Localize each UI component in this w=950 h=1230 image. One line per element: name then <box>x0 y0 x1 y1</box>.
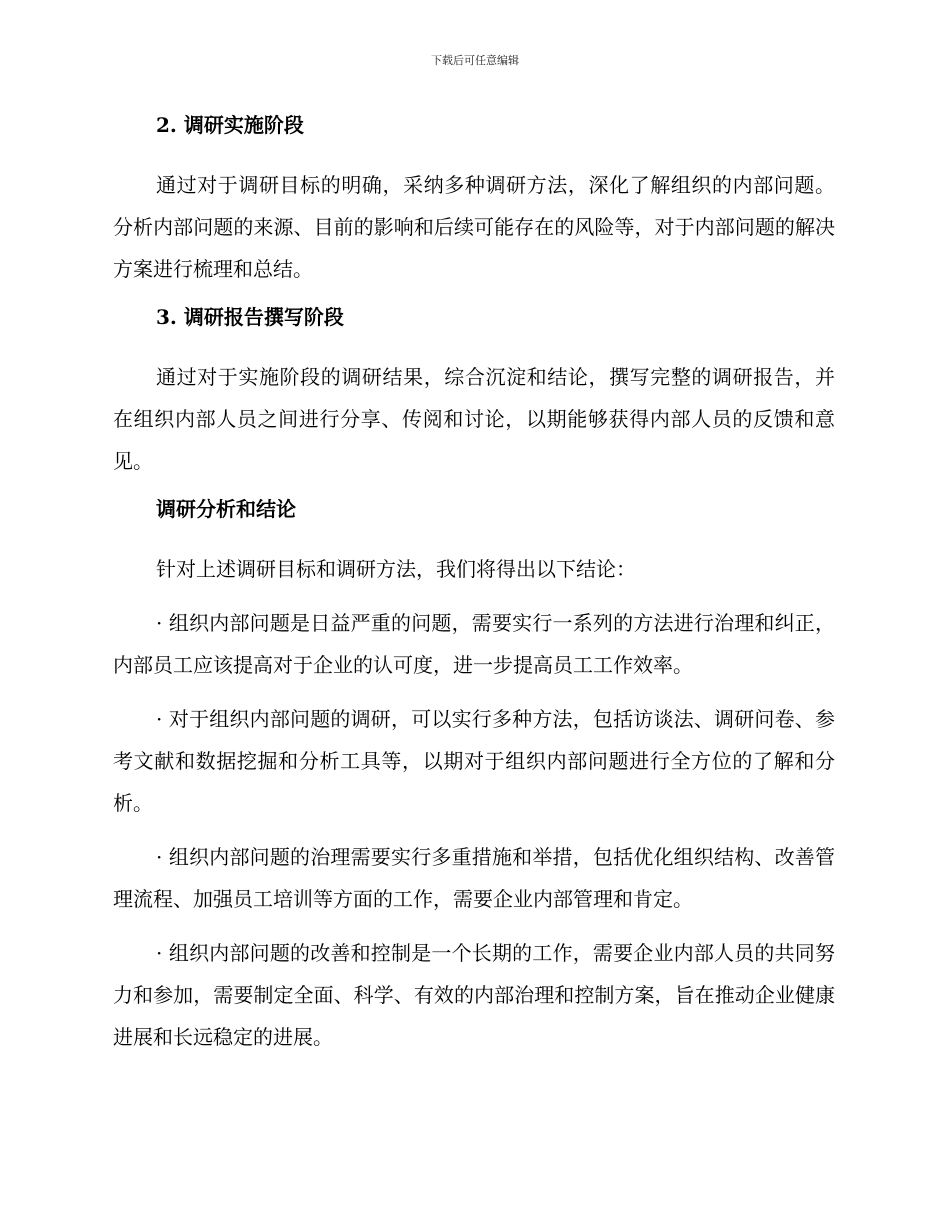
section-heading-analysis-conclusion: 调研分析和结论 <box>156 497 296 521</box>
conclusion-bullet-1: · 组织内部问题是日益严重的问题，需要实行一系列的方法进行治理和纠正，内部员工应该提高对于企业的认可度，进一步提高员工工作效率。 <box>113 611 835 677</box>
document-body <box>113 110 835 1058</box>
paragraph-report-writing: 通过对于实施阶段的调研结果，综合沉淀和结论，撰写完整的调研报告，并在组织内部人员之间进行分享、传阅和讨论，以期能够获得内部人员的反馈和意见。 <box>113 365 835 473</box>
paragraph-conclusion-intro: 针对上述调研目标和调研方法，我们将得出以下结论： <box>156 557 636 581</box>
paragraph-implementation: 通过对于调研目标的明确，采纳多种调研方法，深化了解组织的内部问题。分析内部问题的来源、目前的影响和后续可能存在的风险等，对于内部问题的解决方案进行梳理和总结。 <box>113 173 835 281</box>
page-header-note: 下载后可任意编辑 <box>431 54 519 67</box>
conclusion-bullet-3: · 组织内部问题的治理需要实行多重措施和举措，包括优化组织结构、改善管理流程、加强员工培训等方面的工作，需要企业内部管理和肯定。 <box>113 845 835 911</box>
conclusion-bullet-2: · 对于组织内部问题的调研，可以实行多种方法，包括访谈法、调研问卷、参考文献和数据挖掘和分析工具等，以期对于组织内部问题进行全方位的了解和分析。 <box>113 707 835 815</box>
conclusion-bullet-4: · 组织内部问题的改善和控制是一个长期的工作，需要企业内部人员的共同努力和参加，需要制定全面、科学、有效的内部治理和控制方案，旨在推动企业健康进展和长远稳定的进展。 <box>113 941 835 1049</box>
section-heading-implementation: 2. 调研实施阶段 <box>156 113 304 137</box>
section-heading-report-writing: 3. 调研报告撰写阶段 <box>156 305 344 329</box>
